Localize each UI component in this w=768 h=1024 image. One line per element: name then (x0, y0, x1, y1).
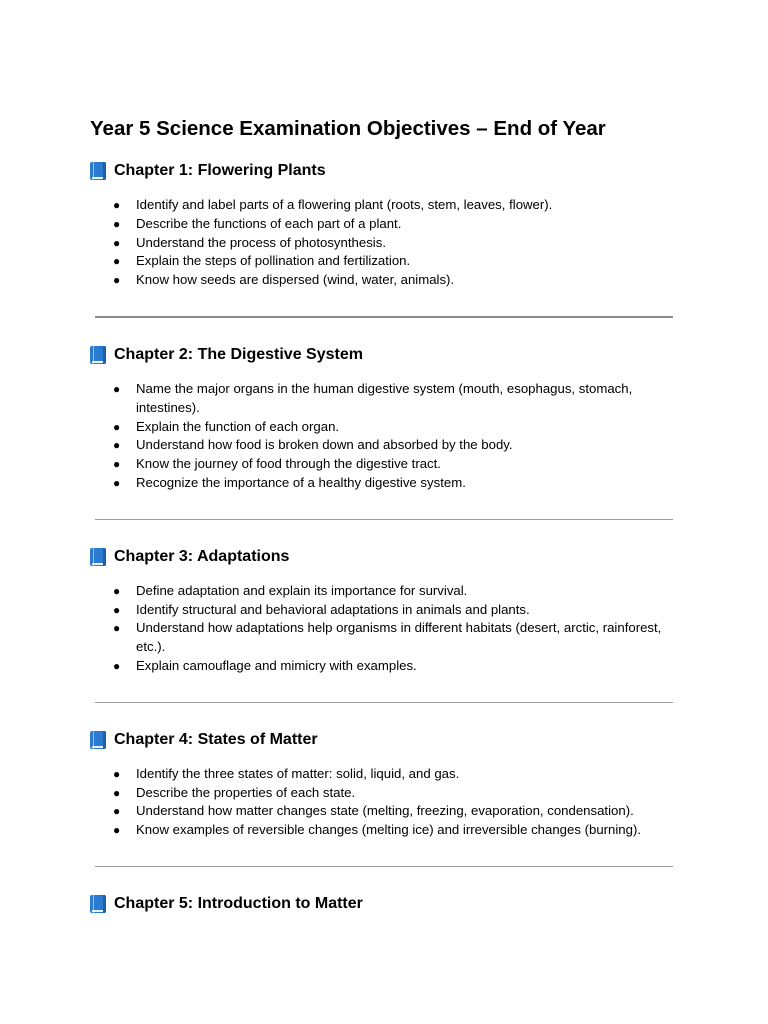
list-item (90, 252, 674, 271)
blue-book-icon (90, 548, 106, 566)
objective-text: Identify and label parts of a flowering plant (roots, stem, leaves, flower). (136, 197, 553, 212)
objective-text: Identify structural and behavioral adaptations in animals and plants. (136, 601, 530, 617)
blue-book-icon (90, 162, 106, 180)
chapter-heading (90, 546, 674, 568)
blue-book-icon (90, 895, 106, 913)
objective-text: Know how seeds are dispersed (wind, water, animals). (136, 272, 455, 288)
chapter-section (90, 893, 674, 915)
list-item (90, 455, 674, 474)
objective-text: Explain the steps of pollination and fertilization. (136, 253, 411, 269)
list-item (90, 271, 674, 290)
section-divider (95, 316, 673, 318)
list-item (90, 418, 674, 437)
objective-text: Identify the three states of matter: solid, liquid, and gas. (136, 765, 460, 781)
bullet-icon: ● (113, 438, 121, 453)
list-item (90, 215, 674, 234)
chapter-heading-text: Chapter 3: Adaptations (114, 547, 290, 565)
list-item (90, 657, 674, 676)
blue-book-icon (90, 346, 106, 364)
chapter-section (90, 344, 674, 493)
chapter-heading-text: Chapter 1: Flowering Plants (114, 162, 326, 179)
bullet-icon: ● (113, 804, 121, 819)
bullet-icon: ● (113, 254, 121, 269)
list-item (90, 784, 674, 803)
chapter-heading (90, 729, 674, 751)
bullet-icon: ● (113, 198, 121, 212)
list-item (90, 619, 674, 657)
blue-book-icon (90, 731, 106, 749)
objective-text: Understand how adaptations help organisms in different habitats (desert, arctic, rainforest, etc.). (136, 620, 662, 655)
objective-text: Name the major organs in the human digestive system (mouth, esophagus, stomach, intestines). (136, 380, 633, 415)
document-title: Year 5 Science Examination Objectives – End of Year (90, 117, 606, 140)
objective-text: Explain the function of each organ. (136, 418, 340, 434)
list-item (90, 380, 674, 418)
section-divider (95, 866, 673, 867)
chapter-heading (90, 160, 674, 182)
objective-list (90, 582, 674, 676)
bullet-icon: ● (113, 381, 121, 396)
bullet-icon: ● (113, 583, 121, 598)
document-page (90, 114, 674, 915)
bullet-icon: ● (113, 419, 121, 434)
objective-text: Understand the process of photosynthesis. (136, 234, 386, 250)
objective-text: Understand how matter changes state (melting, freezing, evaporation, condensation). (136, 803, 634, 819)
objective-text: Understand how food is broken down and absorbed by the body. (136, 437, 513, 453)
list-item (90, 802, 674, 821)
chapter-heading-text: Chapter 5: Introduction to Matter (114, 894, 363, 912)
chapter-heading-text: Chapter 2: The Digestive System (114, 345, 363, 363)
list-item (90, 582, 674, 601)
chapter-section (90, 160, 674, 290)
bullet-icon: ● (113, 235, 121, 250)
objective-text: Recognize the importance of a healthy digestive system. (136, 474, 466, 490)
chapter-section (90, 546, 674, 676)
objective-text: Describe the functions of each part of a plant. (136, 215, 402, 231)
bullet-icon: ● (113, 766, 121, 781)
objective-text: Explain camouflage and mimicry with examples. (136, 657, 417, 673)
list-item (90, 436, 674, 455)
chapter-section (90, 729, 674, 840)
objective-text: Know examples of reversible changes (melting ice) and irreversible changes (burning). (136, 822, 642, 838)
list-item (90, 821, 674, 840)
list-item (90, 196, 674, 215)
chapter-heading (90, 893, 674, 915)
bullet-icon: ● (113, 658, 121, 673)
bullet-icon: ● (113, 216, 121, 231)
objective-list (90, 196, 674, 290)
chapter-heading (90, 344, 674, 366)
bullet-icon: ● (113, 602, 121, 617)
chapter-heading-text: Chapter 4: States of Matter (114, 730, 318, 748)
objective-text: Define adaptation and explain its importance for survival. (136, 582, 468, 598)
list-item (90, 234, 674, 253)
bullet-icon: ● (113, 475, 121, 490)
bullet-icon: ● (113, 273, 121, 288)
section-divider (95, 519, 673, 520)
bullet-icon: ● (113, 621, 121, 636)
list-item (90, 765, 674, 784)
objective-text: Describe the properties of each state. (136, 784, 356, 800)
list-item (90, 601, 674, 620)
list-item (90, 474, 674, 493)
bullet-icon: ● (113, 823, 121, 838)
bullet-icon: ● (113, 457, 121, 472)
section-divider (95, 702, 673, 703)
objective-text: Know the journey of food through the digestive tract. (136, 456, 441, 472)
bullet-icon: ● (113, 785, 121, 800)
objective-list (90, 380, 674, 493)
objective-list (90, 765, 674, 840)
